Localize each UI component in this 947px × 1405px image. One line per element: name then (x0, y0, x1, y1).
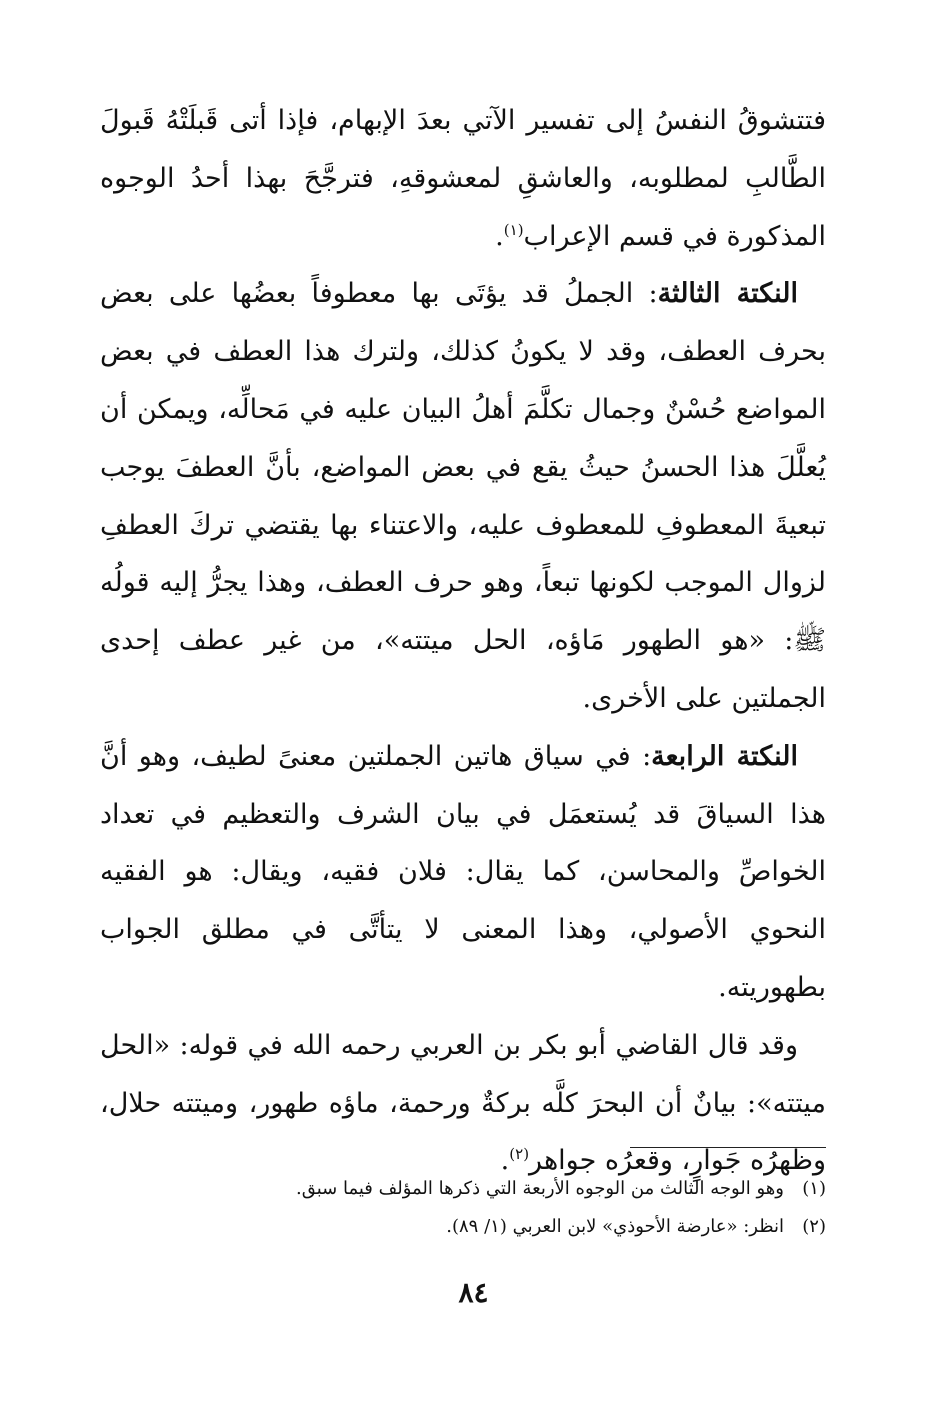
paragraph-text: . (500, 1145, 510, 1177)
paragraph-ibn-arabi (100, 1017, 826, 1190)
paragraph-text: وقد قال القاضي أبو بكر بن العربي رحمه الله في قوله: «الحل ميتته»: بيانٌ أن البحرَ كلَّه بركةٌ ورحمة، ماؤه طهور، وميتته حلال، وظهرُه جَوارٍ، وقعرُه جواهر (100, 1029, 826, 1177)
paragraph-nukta-3 (100, 265, 826, 727)
paragraph-text: فتتشوقُ النفسُ إلى تفسير الآتي بعدَ الإبهام، فإذا أتى قَبلَتْهُ قَبولَ الطَّالبِ لمطلوبه، والعاشقِ لمعشوقهِ، فترجَّحَ بهذا أحدُ الوجوه المذكورة في قسم الإعراب (100, 105, 826, 252)
paragraph-text: . (495, 220, 504, 252)
paragraph-text: : الجملُ قد يؤتَى بها معطوفاً بعضُها على بعض بحرف العطف، وقد لا يكونُ كذلك، ولترك هذا العطف في بعض المواضع حُسْنٌ وجمال تكلَّمَ أهلُ البيان عليه في مَحالِّه، ويمكن أن يُعلَّلَ هذا الحسنُ حيثُ يقع في بعض المواضع، بأنَّ العطفَ يوجب تبعيةَ المعطوفِ للمعطوف عليه، والاعتناء بها يقتضي تركَ العطفِ لزوال الموجب لكونها تبعاً، وهو حرف العطف، وهذا يجرُّ إليه قولُه ﷺ: «هو الطهور مَاؤه، الحل ميتته»، من غير عطف إحدى الجملتين على الأخرى. (100, 278, 826, 714)
footnote-text: وهو الوجه الثالث من الوجوه الأربعة التي ذكرها المؤلف فيما سبق. (295, 1178, 784, 1199)
footnote-2 (100, 1208, 826, 1246)
footnote-ref-1[interactable]: (١) (503, 220, 524, 239)
section-heading: النكتة الرابعة (651, 740, 798, 772)
main-text (100, 92, 826, 1190)
page-number: ٨٤ (458, 1276, 489, 1309)
footnotes (100, 1170, 826, 1246)
footnote-number: (٢) (802, 1216, 826, 1237)
paragraph-nukta-4 (100, 728, 826, 1017)
paragraph-text: : في سياق هاتين الجملتين معنىً لطيف، وهو أنَّ هذا السياقَ قد يُستعمَل في بيان الشرف والتعظيم في تعداد الخواصِّ والمحاسن، كما يقال: فلان فقيه، ويقال: هو الفقيه النحوي الأصولي، وهذا المعنى لا يتأتَّى في مطلق الجواب بطهوريته. (100, 740, 826, 1003)
footnote-text: انظر: «عارضة الأحوذي» لابن العربي (١/ ٨٩). (446, 1216, 784, 1237)
footnote-ref-2[interactable]: (٢) (509, 1145, 530, 1164)
paragraph-1 (100, 92, 826, 265)
section-heading: النكتة الثالثة (657, 278, 799, 310)
footnote-divider (630, 1147, 826, 1148)
footnote-number: (١) (802, 1178, 826, 1199)
footnote-1 (100, 1170, 826, 1208)
